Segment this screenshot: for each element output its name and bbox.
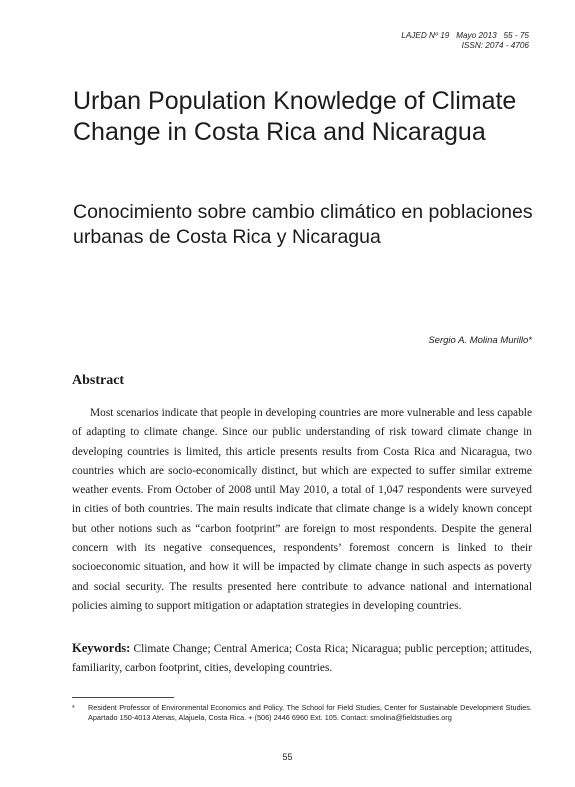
paper-title: Urban Population Knowledge of Climate Change in Costa Rica and Nicaragua <box>73 87 517 146</box>
paper-subtitle: Conocimiento sobre cambio climático en poblaciones urbanas de Costa Rica y Nicaragua <box>73 201 533 248</box>
issn: ISSN: 2074 - 4706 <box>461 41 529 50</box>
journal-citation: LAJED Nº 19 Mayo 2013 55 - 75 <box>401 31 529 40</box>
author-name: Sergio A. Molina Murillo* <box>428 335 532 346</box>
abstract-heading: Abstract <box>72 373 125 388</box>
page-number: 55 <box>282 752 293 762</box>
abstract-body: Most scenarios indicate that people in developing countries are more vulnerable and less capable of adapting to climate change. Since our public understanding of risk toward climate change in developing countries is limited, this article presents results from Costa Rica and Nicaragua, two countries which are socio-economically distinct, but which are expected to suffer similar extreme weather events. From October of 2008 until May 2010, a total of 1,047 respondents were surveyed in cities of both countries. The main results indicate that climate change is a widely known concept but other notions such as “carbon footprint” are foreign to most respondents. Despite the general concern with its negative consequences, respondents’ foremost concern is linked to their socioeconomic situation, and how it will be impacted by climate change in such aspects as poverty and social security. The results presented here contribute to advance national and international policies aiming to support mitigation or adaptation strategies in developing countries. <box>72 407 532 612</box>
footnote-text: Resident Professor of Environmental Economics and Policy. The School for Field Studies, Center for Sustainable Development Studies. Apartado 150-4013 Atenas, Alajuela, Costa Rica. + (506) 2446 6960 Ext. 105. Contact: smolina@fieldstudies.org <box>88 703 532 722</box>
footnote-marker: * <box>72 703 75 712</box>
footnote <box>72 703 532 722</box>
footnote-divider <box>72 697 174 698</box>
keywords-text: Climate Change; Central America; Costa Rica; Nicaragua; public perception; attitudes, familiarity, carbon footprint, cities, developing countries. <box>72 643 532 675</box>
keywords <box>72 639 532 679</box>
keywords-label: Keywords: <box>72 641 131 655</box>
journal-header <box>401 31 529 51</box>
